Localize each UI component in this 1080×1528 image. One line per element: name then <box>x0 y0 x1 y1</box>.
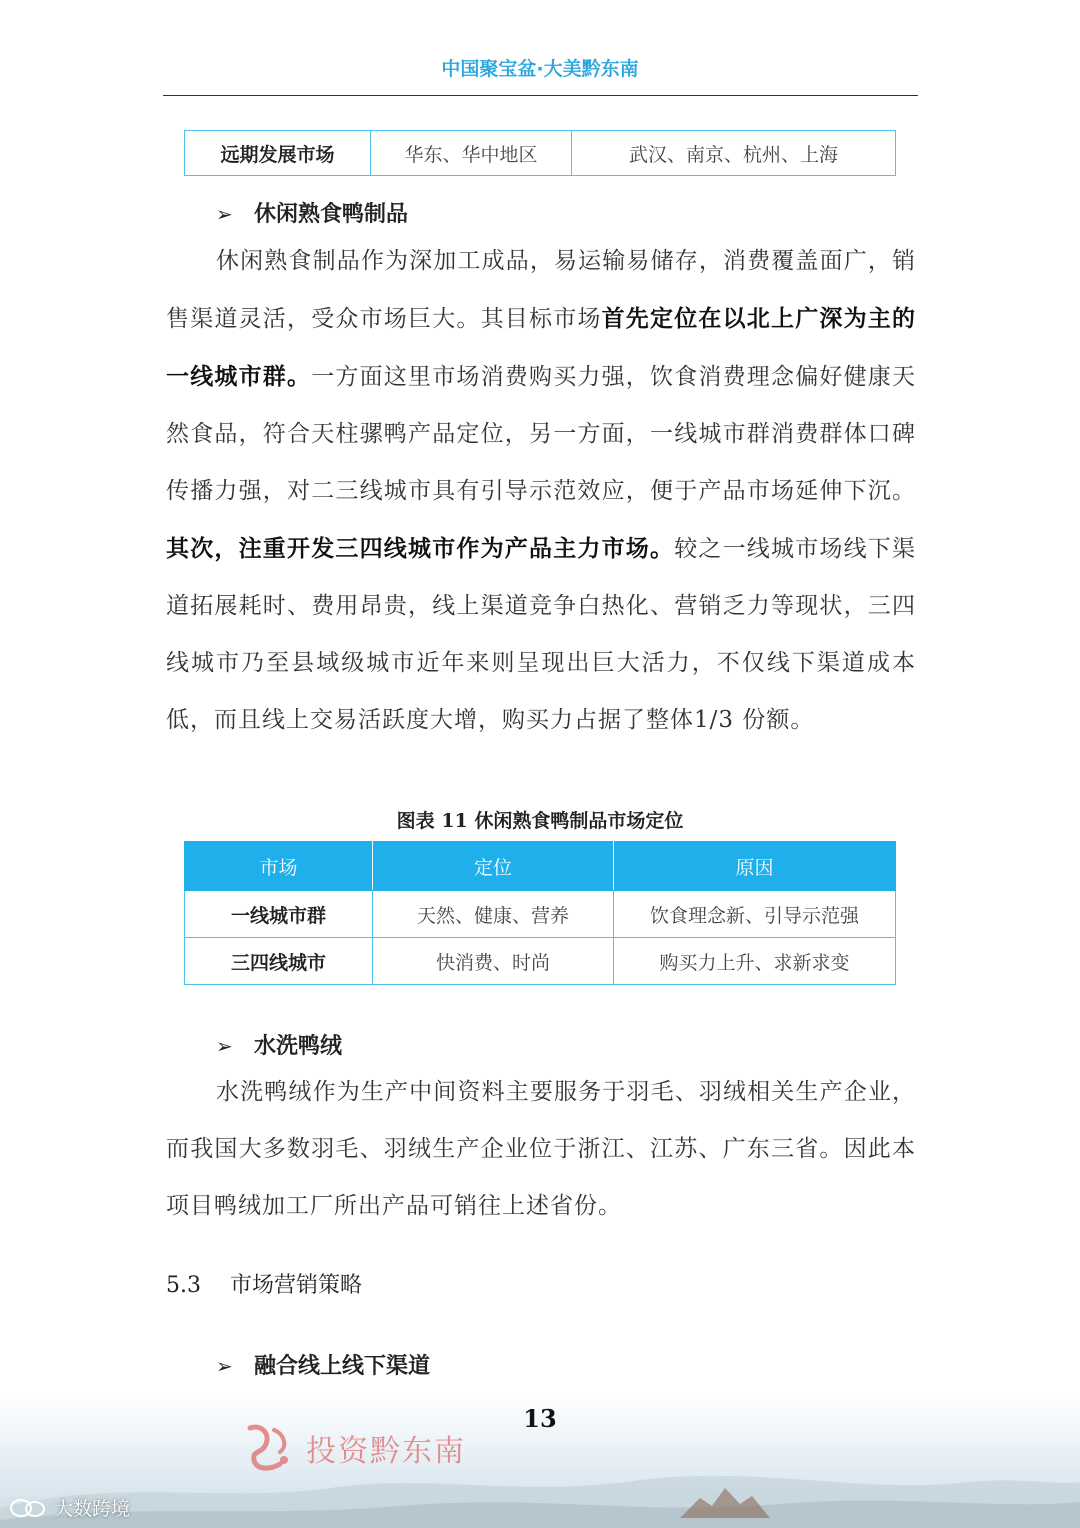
table-cell: 饮食理念新、引导示范强 <box>614 891 896 938</box>
text-run: 一方面这里市场消费购买力强，饮食消费理念偏好健康天然食品，符合天柱骡鸭产品定位，另一方面，一线城市群消费群体口碑传播力强，对二三线城市具有引导示范效应，便于产品市场延伸下沉。 <box>166 364 917 504</box>
table-cell: 快消费、时尚 <box>373 938 614 985</box>
watermark-text: 大数跨境 <box>54 1498 131 1520</box>
arrow-bullet-icon: ➢ <box>216 202 233 226</box>
table-row <box>185 938 896 985</box>
subheading-label: 水洗鸭绒 <box>254 1033 343 1059</box>
top-table <box>184 130 896 176</box>
table-cell: 购买力上升、求新求变 <box>614 938 896 985</box>
column-header: 市场 <box>185 842 373 891</box>
table-row <box>185 891 896 938</box>
table-cell: 天然、健康、营养 <box>373 891 614 938</box>
subheading-duck-down <box>216 1029 342 1060</box>
mountain-landscape-icon <box>0 1458 1080 1528</box>
bold-text-run: 首先定位在以北上广深为主的一线城市群。 <box>166 305 917 390</box>
header-divider <box>163 95 918 96</box>
table-cell: 华东、华中地区 <box>371 131 572 176</box>
table-cell: 三四线城市 <box>185 938 373 985</box>
table-cell: 远期发展市场 <box>185 131 371 176</box>
table-cell: 一线城市群 <box>185 891 373 938</box>
section-title: 市场营销策略 <box>230 1273 363 1298</box>
subheading-duck-snacks <box>216 197 408 228</box>
table-cell: 武汉、南京、杭州、上海 <box>572 131 896 176</box>
text-run: 较之一线城市场线下渠道拓展耗时、费用昂贵，线上渠道竞争白热化、营销乏力等现状，三四线城市乃至县域级城市近年来则呈现出巨大活力，不仅线下渠道成本低，而且线上交易活跃度大增，购买力占据了整体1/3 份额。 <box>166 536 917 733</box>
bold-text-run: 其次，注重开发三四线城市作为产品主力市场。 <box>166 535 675 562</box>
market-positioning-table <box>184 841 896 985</box>
subheading-label: 休闲熟食鸭制品 <box>254 201 409 227</box>
logo-text: 投资黔东南 <box>306 1434 466 1469</box>
text-run: 休闲熟食制品作为深加工成品，易运输易储存，消费覆盖面广，销售渠道灵活，受众市场巨大。其目标市场 <box>166 248 916 332</box>
table-row <box>185 131 896 176</box>
watermark <box>8 1494 130 1521</box>
paragraph-duck-snacks <box>166 233 916 749</box>
column-header: 原因 <box>614 842 896 891</box>
page-number: 13 <box>523 1404 557 1433</box>
figure-caption: 图表 11 休闲熟食鸭制品市场定位 <box>396 810 684 832</box>
subheading-channels <box>216 1349 430 1380</box>
wechat-icon <box>8 1497 48 1519</box>
subheading-label: 融合线上线下渠道 <box>254 1353 431 1379</box>
header-title: 中国聚宝盆·大美黔东南 <box>441 58 639 80</box>
section-heading <box>166 1268 362 1299</box>
table-header-row <box>185 842 896 891</box>
column-header: 定位 <box>373 842 614 891</box>
paragraph-duck-down: 水洗鸭绒作为生产中间资料主要服务于羽毛、羽绒相关生产企业，而我国大多数羽毛、羽绒生产企业位于浙江、江苏、广东三省。因此本项目鸭绒加工厂所出产品可销往上述省份。 <box>166 1079 916 1219</box>
arrow-bullet-icon: ➢ <box>216 1354 233 1378</box>
section-number: 5.3 <box>166 1273 201 1298</box>
arrow-bullet-icon: ➢ <box>216 1034 233 1058</box>
